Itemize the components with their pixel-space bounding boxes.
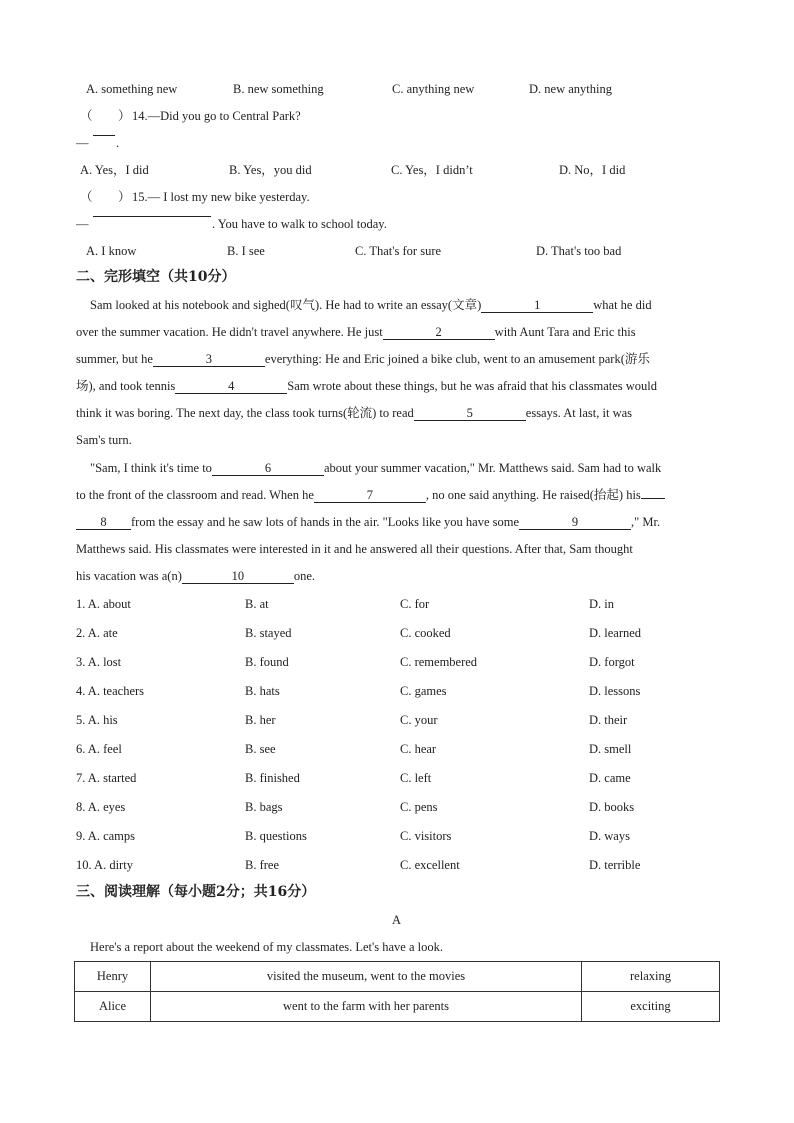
cloze-blank-2[interactable]: 2 [383,325,495,340]
option-3-c: C. remembered [400,655,478,669]
q14-stem: 14.—Did you go to Central Park? [132,109,301,123]
q15-option-a: A. I know [86,244,137,258]
cloze-blank-8-start[interactable] [641,498,665,499]
option-3-b: B. found [245,655,289,669]
option-2-d: D. learned [589,626,642,640]
cloze-line: summer, but he 3 everything: He and Eric joined a bike club, went to an amusement park(游乐 [76,352,650,366]
q14-bracket-open: （ [80,109,93,123]
table-row [75,992,720,1022]
table-cell-name: Alice [75,992,151,1022]
q15-answer-dash: — [76,217,89,231]
table-cell-name: Henry [75,962,151,992]
option-7-d: D. came [589,771,631,785]
option-5-c: C. your [400,713,438,727]
option-1-c: C. for [400,597,430,611]
option-7-a: 7. A. started [76,771,137,785]
cloze-line: think it was boring. The next day, the class took turns(轮流) to read 5 essays. At last, it was [76,406,633,420]
option-2-c: C. cooked [400,626,451,640]
option-8-a: 8. A. eyes [76,800,126,814]
weekend-report-table [74,961,720,1022]
option-5-a: 5. A. his [76,713,118,727]
cloze-line: 场), and took tennis 4 Sam wrote about these things, but he was afraid that his classmates would [76,379,658,393]
option-2-b: B. stayed [245,626,292,640]
cloze-blank-6[interactable]: 6 [212,461,324,476]
option-3-a: 3. A. lost [76,655,122,669]
q15-bracket-open: （ [80,190,93,204]
cloze-blank-10[interactable]: 10 [182,569,294,584]
reading-intro: Here's a report about the weekend of my classmates. Let's have a look. [90,940,443,954]
cloze-heading: 二、完形填空（共10分） [76,269,236,285]
q14-option-b: B. Yes，you did [229,163,312,177]
option-7-b: B. finished [245,771,300,785]
option-6-c: C. hear [400,742,437,756]
reading-section-a: A [392,913,402,927]
cloze-blank-5[interactable]: 5 [414,406,526,421]
q13-option-c: C. anything new [392,82,475,96]
q15-option-b: B. I see [227,244,265,258]
cloze-line: to the front of the classroom and read. When he 7 , no one said anything. He raised(抬起) his [76,487,718,503]
q14-option-d: D. No，I did [559,163,626,177]
option-9-d: D. ways [589,829,630,843]
option-4-b: B. hats [245,684,280,698]
cloze-line: Sam looked at his notebook and sighed(叹气). He had to write an essay(文章) 1 what he did [90,298,652,312]
cloze-blank-8[interactable]: 8 [76,515,131,530]
option-6-b: B. see [245,742,276,756]
table-cell-feeling: exciting [582,992,720,1022]
q14-option-a: A. Yes，I did [80,163,149,177]
table-cell-activity: went to the farm with her parents [151,992,582,1022]
option-8-c: C. pens [400,800,438,814]
option-10-b: B. free [245,858,280,872]
option-10-d: D. terrible [589,858,641,872]
q15-option-c: C. That's for sure [355,244,442,258]
option-1-d: D. in [589,597,614,611]
q15-bracket-close: ） [118,190,131,204]
q13-option-b: B. new something [233,82,324,96]
cloze-blank-4[interactable]: 4 [175,379,287,394]
option-9-b: B. questions [245,829,307,843]
option-7-c: C. left [400,771,432,785]
q15-tail: . You have to walk to school today. [212,217,387,231]
option-8-d: D. books [589,800,635,814]
q14-bracket-close: ） [118,109,131,123]
option-1-b: B. at [245,597,269,611]
option-9-a: 9. A. camps [76,829,136,843]
q14-answer-dash: — [76,136,89,150]
option-5-d: D. their [589,713,628,727]
q14-period: . [116,136,120,150]
option-6-d: D. smell [589,742,632,756]
option-1-a: 1. A. about [76,597,131,611]
q15-stem: 15.— I lost my new bike yesterday. [132,190,310,204]
cloze-blank-7[interactable]: 7 [314,488,426,503]
option-3-d: D. forgot [589,655,635,669]
cloze-line: 8 from the essay and he saw lots of hands in the air. "Looks like you have some 9 ," Mr. [76,514,718,530]
cloze-line: Matthews said. His classmates were interested in it and he answered all their questions. After that, Sam thought [76,542,633,556]
option-2-a: 2. A. ate [76,626,118,640]
option-6-a: 6. A. feel [76,742,122,756]
option-8-b: B. bags [245,800,283,814]
option-10-c: C. excellent [400,858,460,872]
q15-answer-blank[interactable] [93,216,211,217]
q13-option-a: A. something new [86,82,178,96]
cloze-line: his vacation was a(n) 10 one. [76,569,316,583]
table-cell-feeling: relaxing [582,962,720,992]
q14-answer-blank[interactable] [93,135,115,136]
q13-option-d: D. new anything [529,82,612,96]
cloze-blank-3[interactable]: 3 [153,352,265,367]
table-cell-activity: visited the museum, went to the movies [151,962,582,992]
option-5-b: B. her [245,713,276,727]
q14-option-c: C. Yes，I didn’t [391,163,473,177]
cloze-line: over the summer vacation. He didn't travel anywhere. He just 2 with Aunt Tara and Eric this [76,325,636,339]
option-4-d: D. lessons [589,684,641,698]
option-9-c: C. visitors [400,829,452,843]
option-4-a: 4. A. teachers [76,684,145,698]
cloze-blank-1[interactable]: 1 [481,298,593,313]
cloze-blank-9[interactable]: 9 [519,515,631,530]
option-10-a: 10. A. dirty [76,858,133,872]
table-row [75,962,720,992]
cloze-line: Sam's turn. [76,433,132,447]
cloze-line: "Sam, I think it's time to 6 about your summer vacation," Mr. Matthews said. Sam had to walk [90,461,662,475]
option-4-c: C. games [400,684,447,698]
reading-heading: 三、阅读理解（每小题2分；共16分） [76,884,316,900]
q15-option-d: D. That's too bad [536,244,622,258]
